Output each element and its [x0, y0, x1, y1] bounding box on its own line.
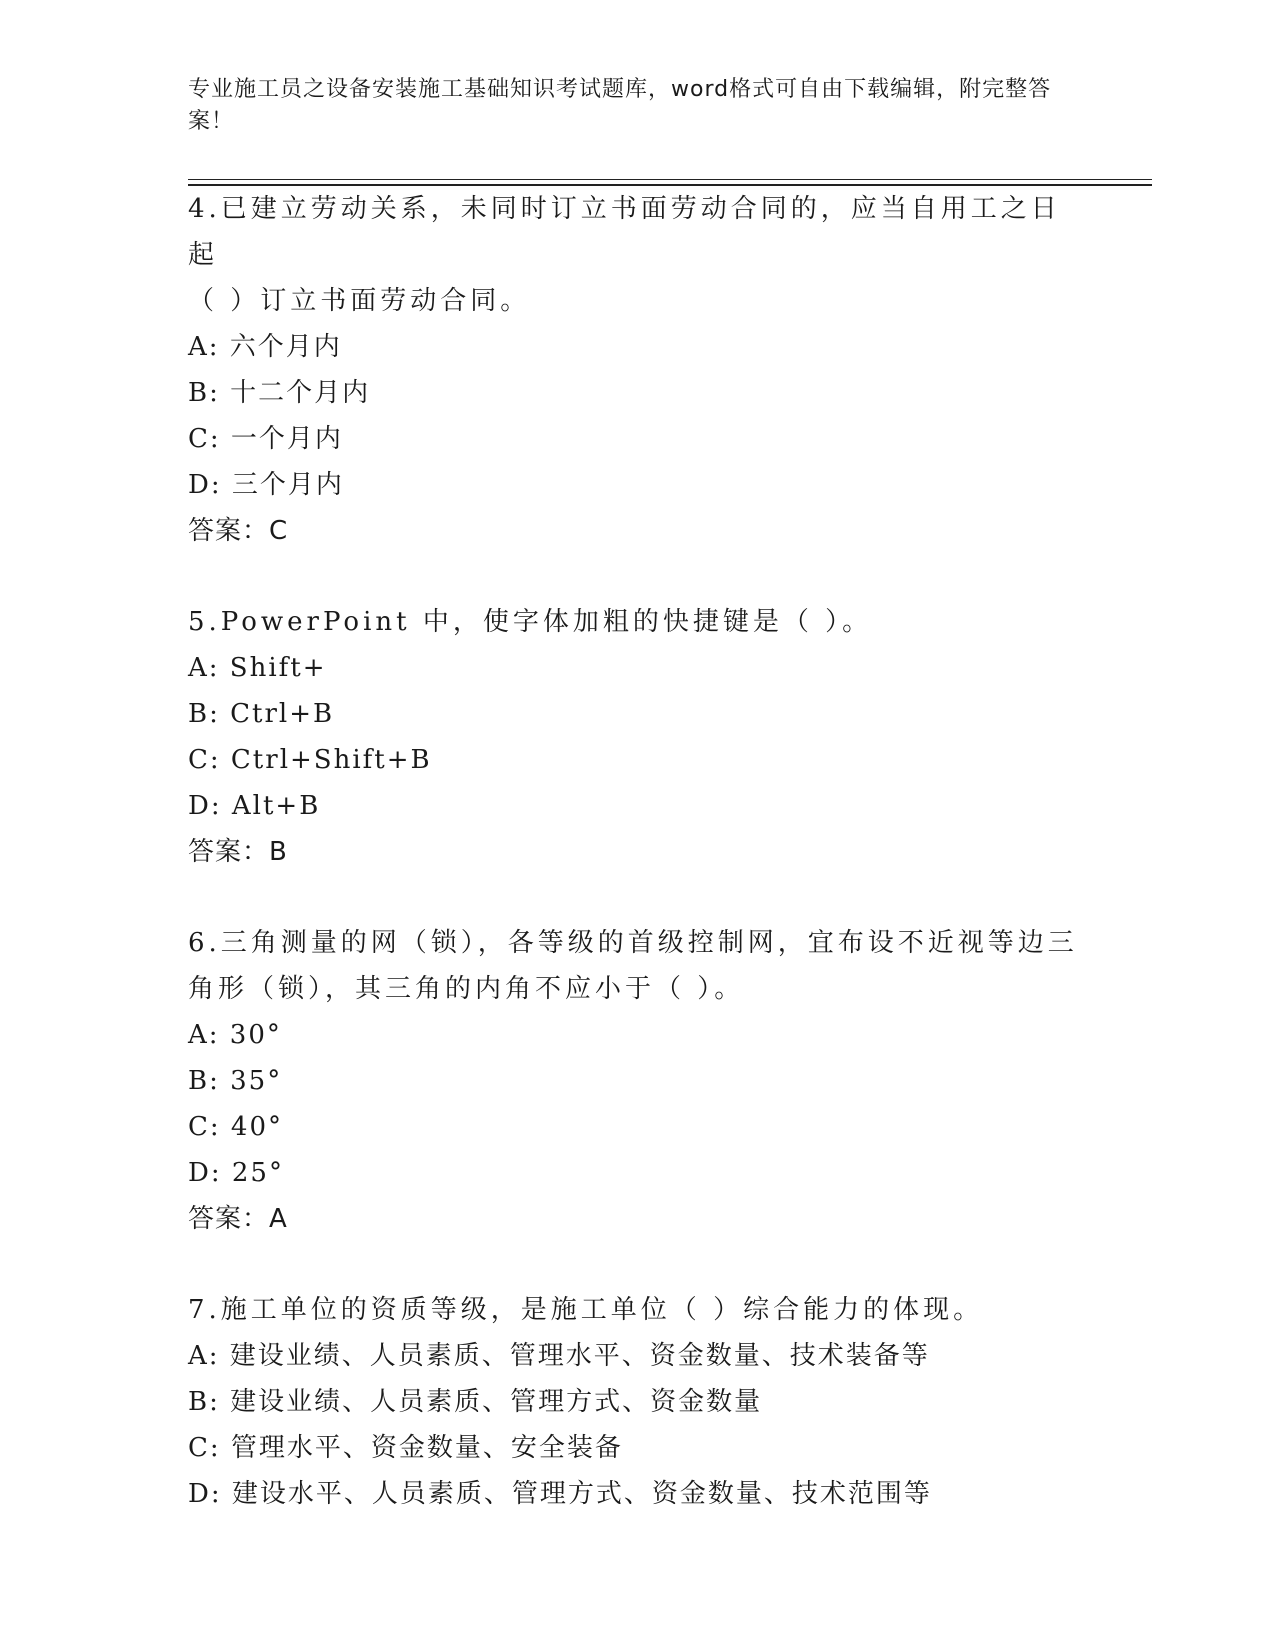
document-header: 专业施工员之设备安装施工基础知识考试题库，word格式可自由下载编辑，附完整答案！ [188, 77, 1052, 134]
question-4 [188, 186, 1088, 554]
question-stem: 5.PowerPoint 中，使字体加粗的快捷键是（ ）。 [188, 607, 873, 637]
option-a: A: 30° [188, 1020, 282, 1050]
option-d: D: 三个月内 [188, 470, 344, 500]
question-5 [188, 599, 1088, 875]
option-b: B: 35° [188, 1066, 283, 1096]
option-c: C: 40° [188, 1112, 284, 1142]
option-c: C: Ctrl+Shift+B [188, 745, 432, 775]
question-7 [188, 1287, 1088, 1517]
question-stem: （ ）订立书面劳动合同。 [188, 286, 531, 316]
option-a: A: 建设业绩、人员素质、管理水平、资金数量、技术装备等 [188, 1341, 930, 1371]
option-a: A: Shift+ [188, 653, 327, 683]
option-c: C: 管理水平、资金数量、安全装备 [188, 1433, 623, 1463]
question-6 [188, 920, 1088, 1242]
header-divider-thin [188, 179, 1152, 180]
question-stem: 6.三角测量的网（锁），各等级的首级控制网，宜布设不近视等边三 [188, 928, 1078, 958]
option-a: A: 六个月内 [188, 332, 342, 362]
question-stem: 7.施工单位的资质等级，是施工单位（ ）综合能力的体现。 [188, 1295, 984, 1325]
option-d: D: 25° [188, 1158, 284, 1188]
answer-line: 答案：A [188, 1204, 288, 1234]
question-stem: 4.已建立劳动关系，未同时订立书面劳动合同的，应当自用工之日起 [188, 194, 1061, 270]
option-b: B: 十二个月内 [188, 378, 371, 408]
question-list [188, 186, 1088, 1562]
option-b: B: 建设业绩、人员素质、管理方式、资金数量 [188, 1387, 763, 1417]
option-c: C: 一个月内 [188, 424, 343, 454]
option-b: B: Ctrl+B [188, 699, 335, 729]
question-stem: 角形（锁），其三角的内角不应小于（ ）。 [188, 974, 745, 1004]
option-d: D: 建设水平、人员素质、管理方式、资金数量、技术范围等 [188, 1479, 932, 1509]
answer-line: 答案：B [188, 837, 288, 867]
answer-line: 答案：C [188, 516, 289, 546]
option-d: D: Alt+B [188, 791, 321, 821]
